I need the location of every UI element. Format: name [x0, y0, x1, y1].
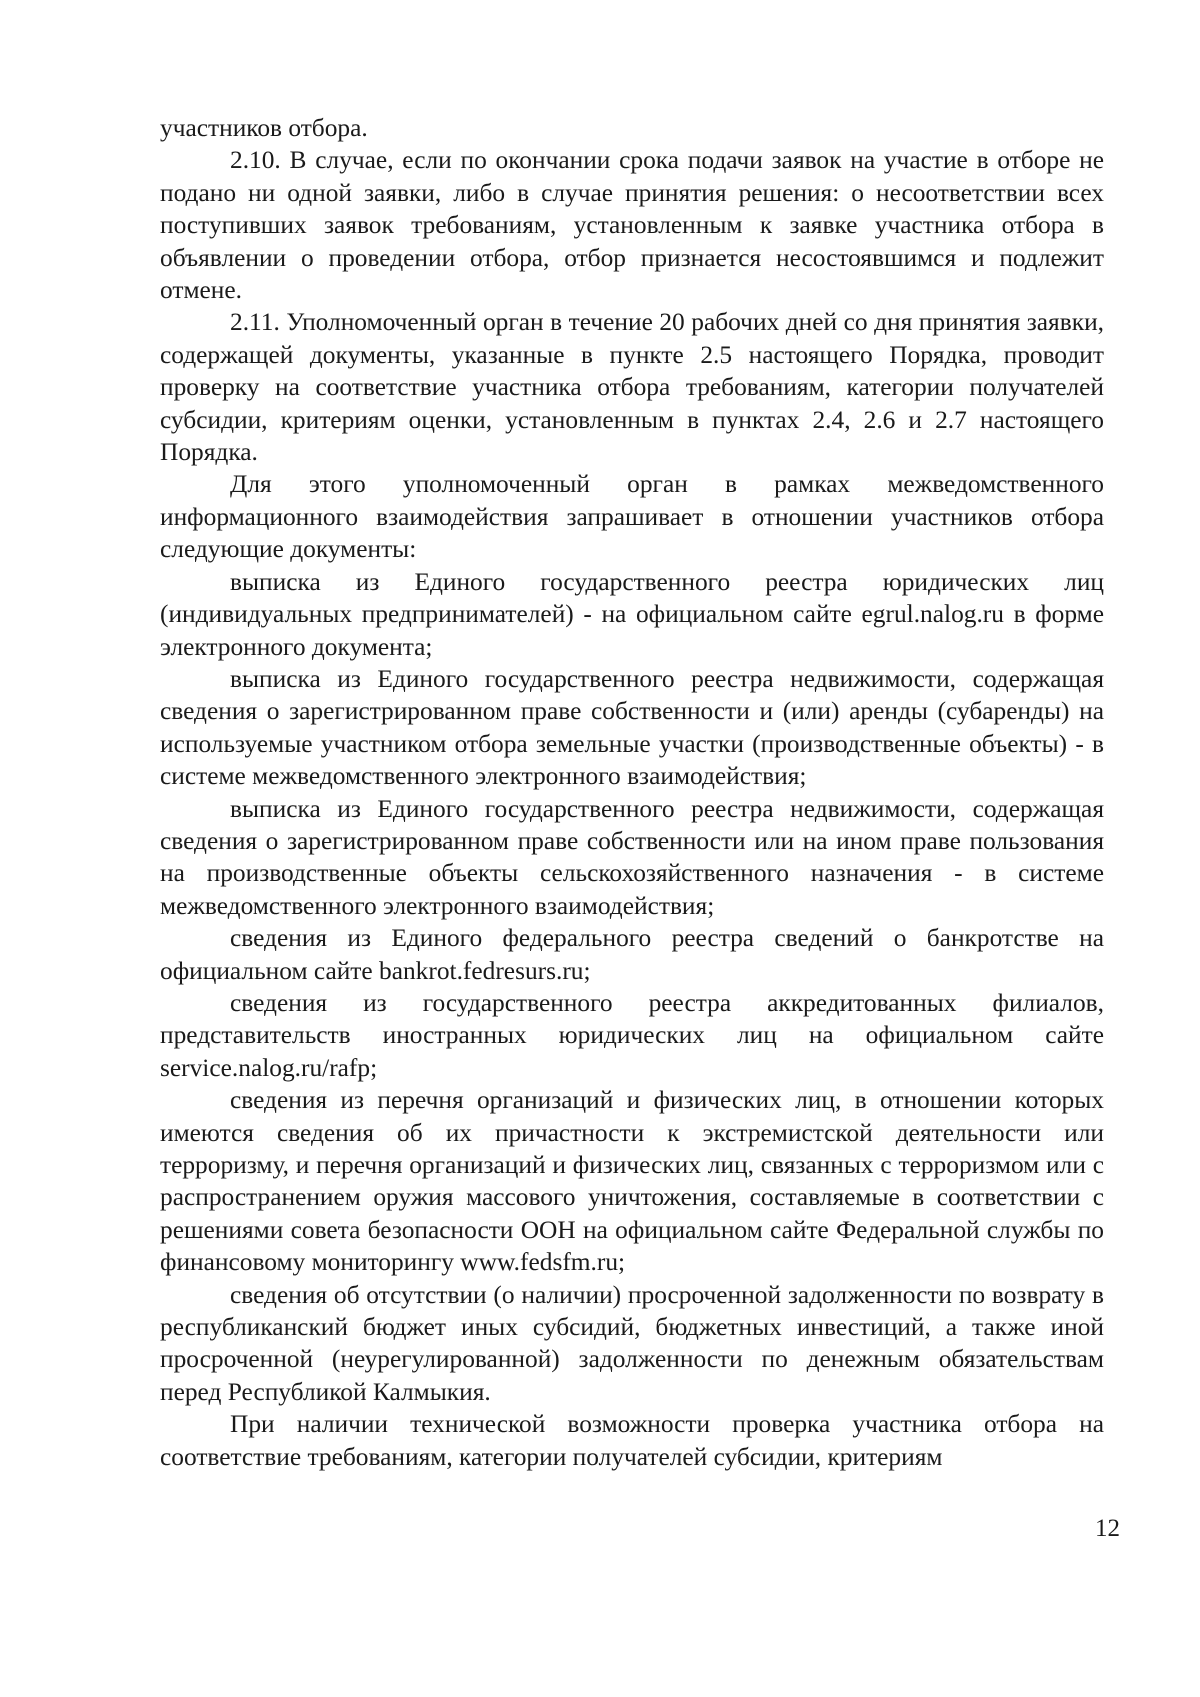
- list-item-bankruptcy: сведения из Единого федерального реестра сведений о банкротстве на официальном сайте bankrot.fedresurs.ru;: [160, 924, 1104, 985]
- document-body: [160, 112, 1104, 1473]
- paragraph-technical-check: При наличии технической возможности проверка участника отбора на соответствие требованиям, категории получателей субсидии, критериям: [160, 1410, 1104, 1471]
- list-item-extremism-list: сведения из перечня организаций и физических лиц, в отношении которых имеются сведения об их причастности к экстремистской деятельности или терроризму, и перечня организаций и физических лиц, связанных с терроризмом или с распространением оружия массового уничтожения, составляемые в соответствии с решениями совета безопасности ООН на официальном сайте Федеральной службы по финансовому мониторингу www.fedsfm.ru;: [160, 1086, 1104, 1277]
- paragraph-interagency-request: Для этого уполномоченный орган в рамках межведомственного информационного взаимодействия запрашивает в отношении участников отбора следующие документы:: [160, 470, 1104, 564]
- list-item-overdue-debt: сведения об отсутствии (о наличии) просроченной задолженности по возврату в республиканский бюджет иных субсидий, бюджетных инвестиций, а также иной просроченной (неурегулированной) задолженности по денежным обязательствам перед Республикой Калмыкия.: [160, 1280, 1104, 1406]
- paragraph-2-11: 2.11. Уполномоченный орган в течение 20 рабочих дней со дня принятия заявки, содержащей документы, указанные в пункте 2.5 настоящего Порядка, проводит проверку на соответствие участника отбора требованиям, категории получателей субсидии, критериям оценки, установленным в пунктах 2.4, 2.6 и 2.7 настоящего Порядка.: [160, 308, 1104, 467]
- paragraph-continuation: участников отбора.: [160, 114, 368, 142]
- list-item-egrn-ownership: выписка из Единого государственного реестра недвижимости, содержащая сведения о зарегистрированном праве собственности или на ином праве пользования на производственные объекты сельскохозяйственного назначения - в системе межведомственного электронного взаимодействия;: [160, 794, 1104, 920]
- paragraph-2-10: 2.10. В случае, если по окончании срока подачи заявок на участие в отборе не подано ни одной заявки, либо в случае принятия решения: о несоответствии всех поступивших заявок требованиям, установленным к заявке участника отбора в объявлении о проведении отбора, отбор признается несостоявшимся и подлежит отмене.: [160, 146, 1104, 305]
- list-item-egrul: выписка из Единого государственного реестра юридических лиц (индивидуальных предпринимателей) - на официальном сайте egrul.nalog.ru в форме электронного документа;: [160, 567, 1104, 661]
- list-item-egrn-lease: выписка из Единого государственного реестра недвижимости, содержащая сведения о зарегистрированном праве собственности и (или) аренды (субаренды) на используемые участником отбора земельные участки (производственные объекты) - в системе межведомственного электронного взаимодействия;: [160, 664, 1104, 791]
- page-number: 12: [1095, 1515, 1120, 1542]
- list-item-accredited-branches: сведения из государственного реестра аккредитованных филиалов, представительств иностранных юридических лиц на официальном сайте service.nalog.ru/rafp;: [160, 988, 1104, 1082]
